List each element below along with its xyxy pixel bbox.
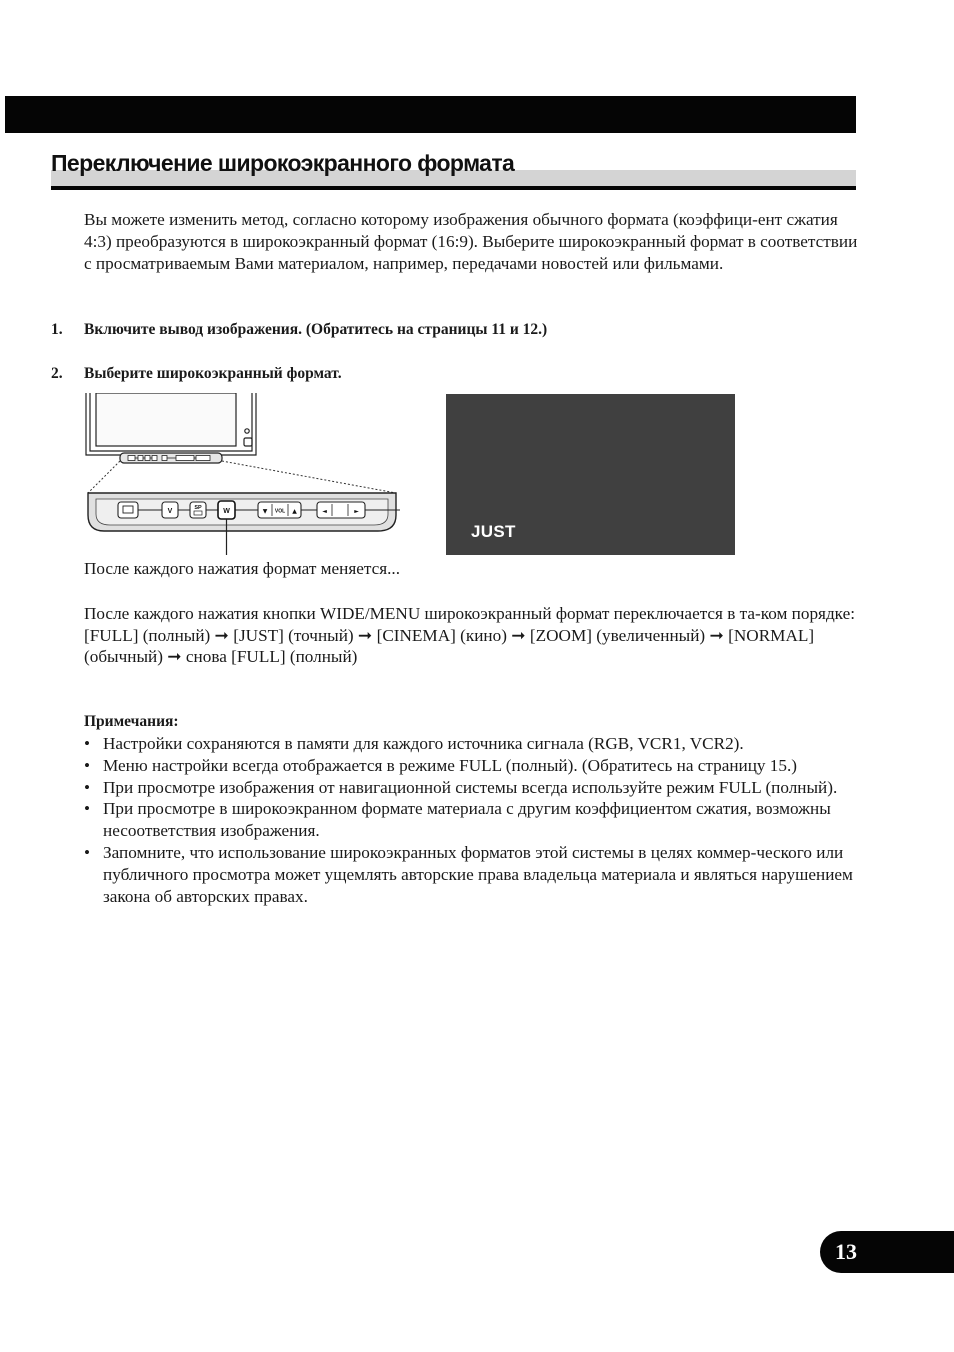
list-item: • Настройки сохраняются в памяти для каждого источника сигнала (RGB, VCR1, VCR2). <box>80 733 860 755</box>
notes-list <box>80 733 860 907</box>
volume-up-icon: ▲ <box>292 508 297 515</box>
volume-label: VOL <box>274 508 286 515</box>
screen-preview <box>446 394 735 555</box>
volume-down-icon: ▼ <box>262 508 268 515</box>
step-1-number: 1. <box>51 321 63 338</box>
list-item: • При просмотре изображения от навигационной системы всегда используйте режим FULL (полный). <box>80 777 860 799</box>
screen-mode-label: JUST <box>471 522 516 541</box>
step-1-text: Включите вывод изображения. (Обратитесь на страницы 11 и 12.) <box>84 321 548 338</box>
list-item: • Меню настройки всегда отображается в режиме FULL (полный). (Обратитесь на страницу 15.) <box>80 755 860 777</box>
control-panel-diagram <box>82 393 404 557</box>
page-number-tab <box>820 1231 954 1273</box>
step-2-number: 2. <box>51 365 63 382</box>
header-bar <box>5 96 856 133</box>
page-number: 13 <box>835 1239 857 1264</box>
title-rule <box>51 186 856 190</box>
right-arrow-icon: ► <box>354 508 359 515</box>
page-title: Переключение широкоэкранного формата <box>51 150 515 176</box>
wide-menu-button-label: W <box>223 508 230 515</box>
display-button <box>118 502 138 518</box>
intro-paragraph: Вы можете изменить метод, согласно которому изображения обычного формата (коэффици-ент сжатия 4:3) преобразуются в широкоэкранный формат (16:9). Выберите широкоэкранный формат в соответствии с просматриваемым Вами материалом, например, передачами новостей или фильмами. <box>84 210 858 274</box>
sp-button-label: SP <box>194 505 202 511</box>
left-arrow-icon: ◄ <box>322 508 327 515</box>
sequence-block <box>84 603 859 668</box>
step-2 <box>51 365 342 383</box>
diagram-caption: После каждого нажатия формат меняется... <box>84 559 401 578</box>
sequence-order: [FULL] (полный) ➞ [JUST] (точный) ➞ [CINEMA] (кино) ➞ [ZOOM] (увеличенный) ➞ [NORMAL] (обычный) ➞ снова [FULL] (полный) <box>84 625 815 667</box>
step-1 <box>51 321 547 339</box>
notes-heading: Примечания: <box>84 713 179 730</box>
list-item: • При просмотре в широкоэкранном формате материала с другим коэффициентом сжатия, возможны несоответствия изображения. <box>80 798 860 842</box>
sequence-intro: После каждого нажатия кнопки WIDE/MENU широкоэкранный формат переключается в та-ком порядке: <box>84 604 856 623</box>
list-item: • Запомните, что использование широкоэкранных форматов этой системы в целях коммер-ческого или публичного просмотра может ущемлять авторские права владельца материала и являться нарушением закона об авторских правах. <box>80 842 860 907</box>
v-button-label: V <box>167 508 173 515</box>
step-2-text: Выберите широкоэкранный формат. <box>84 365 342 382</box>
